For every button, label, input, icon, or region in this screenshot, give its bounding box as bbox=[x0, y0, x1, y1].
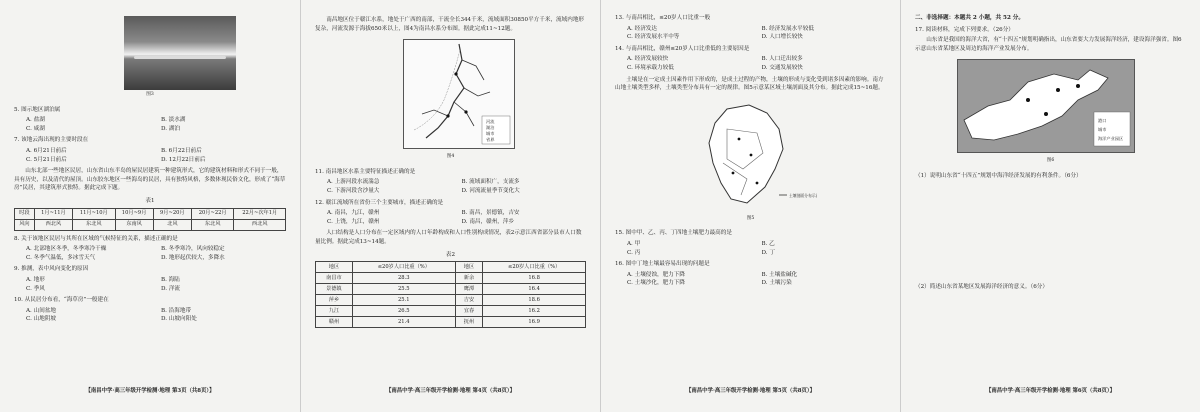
options bbox=[26, 276, 286, 293]
option: C. 上饶，九江，赣州 bbox=[327, 218, 380, 225]
option: C. 经济发展水平中等 bbox=[627, 34, 680, 41]
table-cell: 萍乡 bbox=[316, 295, 353, 306]
table-row bbox=[316, 295, 586, 306]
question-stem: 13. 与南昌相比，≤20岁人口比重一般 bbox=[615, 15, 711, 21]
table-cell: 1月~11月 bbox=[34, 208, 72, 219]
map-caption: 图4 bbox=[446, 154, 455, 160]
city-dot bbox=[446, 115, 449, 118]
legend-label: 海洋产业园区 bbox=[1098, 136, 1124, 142]
option: A. 地形 bbox=[26, 276, 45, 283]
passage: 土壤是在一定成土因素作用下形成的，是成土过程的产物，土壤的形成与变化受到诸多因素的影响。南方山地土壤类型多样，土壤类型分布具有一定的规律。图5示意某区域土壤剖面及其分布。据此完成15~16题。 bbox=[615, 76, 884, 92]
question-stem: 15. 图中甲、乙、丙、丁四地土壤肥力最高的是 bbox=[615, 230, 732, 237]
table-cell: 西北风 bbox=[34, 219, 72, 230]
option: B. 海陆 bbox=[161, 276, 180, 283]
landscape-photo bbox=[124, 16, 236, 90]
table-cell: 21.4 bbox=[352, 317, 455, 328]
option: B. 土壤盐碱化 bbox=[761, 271, 798, 278]
site-dot bbox=[750, 153, 753, 156]
table-cell: 时段 bbox=[15, 208, 35, 219]
table-cell: 18.6 bbox=[483, 295, 586, 306]
sub-question: （1）说明山东省“十四五”规划中海洋经济发展的有利条件。（6分） bbox=[915, 172, 1082, 179]
river-line bbox=[454, 102, 474, 126]
river-line bbox=[426, 44, 464, 138]
question-stem: 8. 关于该地区民居与其所在区域的气候特征的关系，描述正确的是 bbox=[14, 235, 178, 242]
option: C. 山地阴坡 bbox=[26, 316, 57, 323]
page-footer: 【南昌中学·高三年级开学检测·地理 第4页（共8页）】 bbox=[385, 388, 516, 395]
page-footer: 【南昌中学·高三年级开学检测·地理 第5页（共8页）】 bbox=[685, 388, 816, 395]
option: B. 人口迁出较多 bbox=[761, 56, 803, 63]
table-cell: 28.3 bbox=[352, 273, 455, 284]
options bbox=[26, 307, 286, 324]
legend-label: 港口 bbox=[1098, 118, 1107, 124]
table-cell: 东南风 bbox=[115, 219, 153, 230]
site-dot bbox=[732, 171, 735, 174]
section-heading: 二、非选择题：本题共 2 小题，共 52 分。 bbox=[915, 15, 1024, 21]
option: A. 南昌，九江，赣州 bbox=[327, 210, 380, 217]
table-cell: 22月~次年1月 bbox=[234, 208, 286, 219]
table-row bbox=[316, 317, 586, 328]
boundary-line bbox=[414, 50, 460, 130]
table-row bbox=[316, 284, 586, 295]
river-line bbox=[422, 110, 448, 116]
map-caption: 图6 bbox=[1046, 158, 1055, 164]
option: B. 冬季寒冷，风向较稳定 bbox=[161, 246, 225, 253]
river-map bbox=[403, 39, 515, 149]
option: C. 下游河段含沙量大 bbox=[327, 187, 380, 194]
option: C. 环境承载力较低 bbox=[627, 64, 674, 71]
table-cell: 11月~10月 bbox=[73, 208, 115, 219]
options bbox=[627, 271, 886, 288]
table-cell: 16.2 bbox=[483, 306, 586, 317]
question-stem: 5. 图示地区湖泊属 bbox=[14, 106, 61, 113]
options bbox=[627, 55, 886, 72]
option: D. 人口增长较快 bbox=[761, 34, 803, 41]
question-stem: 10. 从民居分布看，“海草房”一般建在 bbox=[14, 297, 109, 304]
legend-label: 省界 bbox=[486, 137, 495, 143]
option: A. 北部地区冬季，冬季寒冷干燥 bbox=[26, 246, 107, 253]
option: C. 丙 bbox=[627, 249, 641, 256]
question-stem: 14. 与南昌相比，赣州≤20岁人口比重低的主要原因是 bbox=[615, 45, 750, 52]
options bbox=[327, 209, 586, 226]
option: D. 地形起伏较大，多降水 bbox=[161, 254, 225, 261]
option: C. 冬季气温低，多冰雪天气 bbox=[26, 254, 96, 261]
table-row bbox=[316, 262, 586, 273]
table-title: 表2 bbox=[445, 251, 456, 258]
page-2 bbox=[300, 0, 600, 412]
option: B. 淡水湖 bbox=[161, 117, 186, 124]
option: A. 经济发展较快 bbox=[627, 56, 669, 63]
table-cell: 南昌市 bbox=[316, 273, 353, 284]
question-stem: 9. 推测，表中风向变化的原因 bbox=[14, 266, 89, 273]
site-dot bbox=[756, 181, 759, 184]
table-cell: 赣州 bbox=[316, 317, 353, 328]
question-stem: 7. 该地云海出现的主要时段在 bbox=[14, 137, 89, 144]
table-cell: 宜春 bbox=[455, 306, 483, 317]
city-dot bbox=[1056, 88, 1060, 92]
question-stem: 16. 图中丁地土壤最容易出现的问题是 bbox=[615, 261, 710, 268]
legend-label: 城市 bbox=[1098, 127, 1107, 133]
table-cell: 东北风 bbox=[73, 219, 115, 230]
sub-question: （2）简述山东省某地区发展海洋经济的意义。（6分） bbox=[915, 283, 1048, 290]
page-3 bbox=[600, 0, 900, 412]
options bbox=[26, 245, 286, 262]
legend-label: 湖泊 bbox=[486, 125, 495, 131]
soil-map-svg bbox=[687, 99, 817, 211]
city-dot bbox=[1044, 112, 1048, 116]
options bbox=[627, 240, 886, 257]
table-row bbox=[316, 273, 586, 284]
table-cell: 抚州 bbox=[455, 317, 483, 328]
table-cell: 北风 bbox=[153, 219, 191, 230]
river-line bbox=[464, 88, 490, 96]
option: B. 流域面积广，支流多 bbox=[461, 179, 520, 186]
option: D. 12月22日前后 bbox=[161, 156, 206, 163]
wind-table bbox=[14, 208, 286, 231]
table-cell: 9月~20月 bbox=[153, 208, 191, 219]
option: A. 甲 bbox=[627, 240, 641, 247]
option: A. 盐湖 bbox=[26, 117, 45, 124]
region-outline bbox=[709, 105, 783, 203]
table-cell: 10月~9月 bbox=[115, 208, 153, 219]
legend-label: 河流 bbox=[486, 119, 495, 125]
option: C. 咸湖 bbox=[26, 125, 45, 132]
coast-map-svg bbox=[958, 60, 1134, 152]
option: A. 土壤侵蚀，肥力下降 bbox=[627, 271, 685, 278]
coast-map bbox=[957, 59, 1135, 153]
legend-label: 土壤剖面分布示意 bbox=[789, 192, 817, 198]
option: B. 南昌，景德镇，吉安 bbox=[461, 210, 520, 217]
option: D. 交通发展较快 bbox=[761, 64, 803, 71]
option: D. 湖泊 bbox=[161, 125, 181, 132]
site-dot bbox=[738, 137, 741, 140]
table-cell: 20月~22月 bbox=[191, 208, 233, 219]
table-row bbox=[316, 306, 586, 317]
option: D. 土壤污染 bbox=[761, 280, 792, 287]
option: B. 乙 bbox=[761, 240, 775, 247]
options bbox=[627, 25, 886, 42]
table-cell: 地区 bbox=[316, 262, 353, 273]
page-1 bbox=[0, 0, 300, 412]
option: D. 丁 bbox=[761, 249, 775, 256]
page-footer: 【南昌中学·高三年级开学检测·地理 第3页（共8页）】 bbox=[85, 388, 215, 395]
table-row bbox=[15, 219, 286, 230]
page-4 bbox=[900, 0, 1200, 412]
option: A. 经济发达 bbox=[627, 25, 657, 32]
table-cell: 景德镇 bbox=[316, 284, 353, 295]
table-cell: 25.1 bbox=[352, 295, 455, 306]
map-caption: 图5 bbox=[746, 215, 755, 221]
option: D. 河流流量季节变化大 bbox=[461, 187, 520, 194]
table-cell: 鹰潭 bbox=[455, 284, 483, 295]
question-stem: 11. 南昌地区水系主要特征描述正确的是 bbox=[315, 168, 416, 175]
table-cell: 新余 bbox=[455, 273, 483, 284]
table-cell: 西北风 bbox=[234, 219, 286, 230]
river-map-svg bbox=[404, 40, 514, 148]
table-cell: ≤20岁人口比重（%） bbox=[483, 262, 586, 273]
table-cell: 地区 bbox=[455, 262, 483, 273]
river-line bbox=[462, 60, 484, 80]
table-row bbox=[15, 208, 286, 219]
option: D. 山坡向阳处 bbox=[161, 316, 197, 323]
table-cell: 九江 bbox=[316, 306, 353, 317]
city-dot bbox=[1026, 98, 1030, 102]
option: A. 6月21日前后 bbox=[26, 147, 67, 154]
options bbox=[327, 178, 586, 195]
passage: 山东北部一些地区民居，山东省山东半岛的屋民居建筑一种建筑形式，它的建筑材料和形式不同于一般，具有历史，以及清代的屋顶。山东胶东地区一些海岛的民居，具有独特风格，多数体现民俗文化，形成了“海草房”民居，其建筑形式独特。据此完成下题。 bbox=[14, 168, 286, 192]
table-cell: 风向 bbox=[15, 219, 35, 230]
table-cell: 吉安 bbox=[455, 295, 483, 306]
question-stem: 12. 赣江流域所在省份三个主要城市，描述正确的是 bbox=[315, 199, 444, 206]
table-cell: 26.5 bbox=[352, 306, 455, 317]
answer-space[interactable] bbox=[915, 183, 1186, 283]
option: B. 经济发展水平较低 bbox=[761, 25, 814, 32]
legend-label: 城市 bbox=[486, 131, 495, 137]
option: C. 土壤沙化，肥力下降 bbox=[627, 280, 685, 287]
option: D. 南昌，赣州，萍乡 bbox=[461, 218, 515, 225]
soil-map bbox=[687, 99, 817, 211]
table-cell: 16.8 bbox=[483, 273, 586, 284]
city-dot bbox=[464, 111, 467, 114]
question-stem: 17. 阅读材料，完成下列要求。（26分） bbox=[915, 26, 1014, 33]
table-cell: ≤20岁人口比重（%） bbox=[352, 262, 455, 273]
page-footer: 【南昌中学·高三年级开学检测·地理 第6页（共8页）】 bbox=[985, 388, 1116, 395]
table-title: 表1 bbox=[145, 197, 155, 204]
option: A. 山间盆地 bbox=[26, 307, 56, 314]
passage: 山东省是我国的海洋大省，有“十四五”规划明确指出，山东省要大力发展海洋经济，建设海洋强省。图6示意山东省某地区及周边的海洋产业发展分布。 bbox=[915, 37, 1182, 52]
option: A. 上游河段水流湍急 bbox=[327, 179, 380, 186]
photo-caption: 图3 bbox=[146, 92, 154, 97]
options bbox=[26, 147, 286, 164]
population-table bbox=[315, 261, 586, 328]
table-cell: 东北风 bbox=[191, 219, 233, 230]
city-dot bbox=[1076, 84, 1080, 88]
option: B. 沿海地带 bbox=[161, 307, 192, 314]
option: B. 6月22日前后 bbox=[161, 147, 202, 154]
passage: 人口结构是人口分布在一定区域内的人口年龄构成和人口性别构成情况，表2示意江西省部分县市人口数量比例。据此完成13~14题。 bbox=[315, 230, 582, 245]
options bbox=[26, 116, 286, 133]
table-cell: 16.4 bbox=[483, 284, 586, 295]
option: C. 季风 bbox=[26, 285, 45, 292]
city-dot bbox=[454, 73, 457, 76]
table-cell: 25.5 bbox=[352, 284, 455, 295]
table-cell: 16.9 bbox=[483, 317, 586, 328]
option: C. 5月21日前后 bbox=[26, 156, 67, 163]
passage: 南昌地区位于赣江水系，地处于广西的南部，干流全长344千米，流域面积30850平方千米，流域内地形复杂，河流发源于海拔650米以上，图4为南昌水系分布图。据此完成11~12题。 bbox=[315, 17, 585, 32]
option: D. 洋流 bbox=[161, 285, 181, 292]
